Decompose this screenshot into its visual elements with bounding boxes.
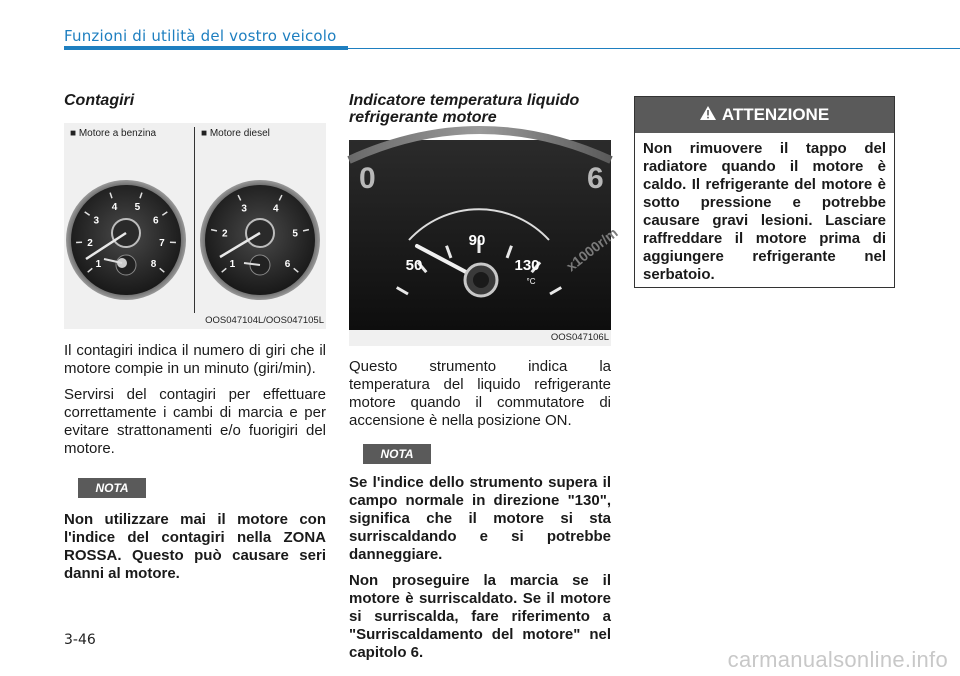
warning-box (634, 96, 895, 288)
coolant-arc-text: x1000r/m (562, 224, 621, 275)
dial-numeral: 7 (159, 237, 165, 249)
tachometer-gauges-image (64, 123, 326, 329)
coolant-paragraph: Questo strumento indica la temperatura del liquido refrigerante motore quando il commutatore di accensione è nella posizione ON. (349, 358, 611, 429)
header-rule-thick (64, 46, 348, 50)
coolant-gauge-image (349, 140, 621, 346)
coolant-column (349, 92, 621, 662)
watermark: carmanualsonline.info (727, 647, 948, 672)
warning-column (634, 96, 895, 288)
coolant-title: Indicatore temperatura liquido refrigerante motore (349, 92, 580, 126)
tachometer-paragraph-2: Servirsi del contagiri per effettuare correttamente i cambi di marcia e per evitare strattonamenti e/o fuorigiri del motore. (64, 386, 326, 457)
dial-numeral: 4 (111, 201, 118, 213)
dial-numeral: 5 (292, 228, 298, 240)
diesel-label: ■ Motore diesel (201, 128, 270, 139)
dial-numeral: 1 (95, 259, 102, 271)
dial-numeral: 2 (222, 228, 228, 240)
petrol-gauge (66, 180, 186, 300)
coolant-mark-low: 50 (405, 257, 423, 274)
tachometer-figure-caption: OOS047104L/OOS047105L (205, 315, 324, 326)
warning-title: ATTENZIONE (721, 105, 830, 124)
warning-triangle-icon (700, 105, 716, 125)
tachometer-title: Contagiri (64, 92, 135, 109)
warning-text: Non rimuovere il tappo del radiatore quando il motore è caldo. Il refrigerante del motore è sotto pressione e potrebbe causare gravi lesioni. Lasciare raffreddare il motore prima di aggiungere refrigerante nel serbatoio. (643, 140, 886, 283)
dial-numeral: 1 (229, 259, 236, 271)
tachometer-figure (64, 123, 326, 329)
dial-numeral: 3 (241, 203, 247, 215)
coolant-figure (349, 140, 621, 346)
dial-numeral: 6 (284, 259, 291, 271)
dial-numeral: 8 (150, 259, 157, 271)
tachometer-column (64, 92, 326, 583)
header-rule-thin (348, 48, 960, 49)
dial-numeral: 5 (134, 201, 141, 213)
coolant-figure-caption: OOS047106L (550, 332, 609, 343)
diesel-gauge (200, 180, 320, 300)
coolant-dial-big-right: 6 (587, 162, 604, 195)
warning-header (635, 97, 894, 133)
coolant-mark-mid: 90 (468, 232, 486, 249)
petrol-label: ■ Motore a benzina (70, 128, 157, 139)
coolant-nota-label: NOTA (363, 444, 431, 464)
page-number: 3-46 (64, 632, 96, 648)
section-header: Funzioni di utilità del vostro veicolo (64, 27, 337, 45)
coolant-nota-paragraph-2: Non proseguire la marcia se il motore è surriscaldato. Se il motore si surriscalda, fare riferimento a "Surriscaldamento del motore" nel capitolo 6. (349, 572, 611, 661)
dial-numeral: 6 (152, 215, 159, 227)
coolant-dial-big-left: 0 (359, 162, 376, 195)
coolant-mark-high: 130 (514, 257, 540, 274)
dial-numeral: 4 (273, 203, 279, 215)
tachometer-nota-text: Non utilizzare mai il motore con l'indice del contagiri nella ZONA ROSSA. Questo può causare seri danni al motore. (64, 511, 326, 582)
tachometer-nota-label: NOTA (78, 478, 146, 498)
tachometer-paragraph-1: Il contagiri indica il numero di giri che il motore compie in un minuto (giri/min). (64, 342, 326, 377)
coolant-unit: °C (526, 277, 536, 286)
coolant-nota-paragraph-1: Se l'indice dello strumento supera il campo normale in direzione "130", significa che il motore si sta surriscaldando e si potrebbe danneggiare. (349, 474, 611, 563)
dial-numeral: 2 (87, 237, 93, 249)
dial-numeral: 3 (93, 215, 100, 227)
